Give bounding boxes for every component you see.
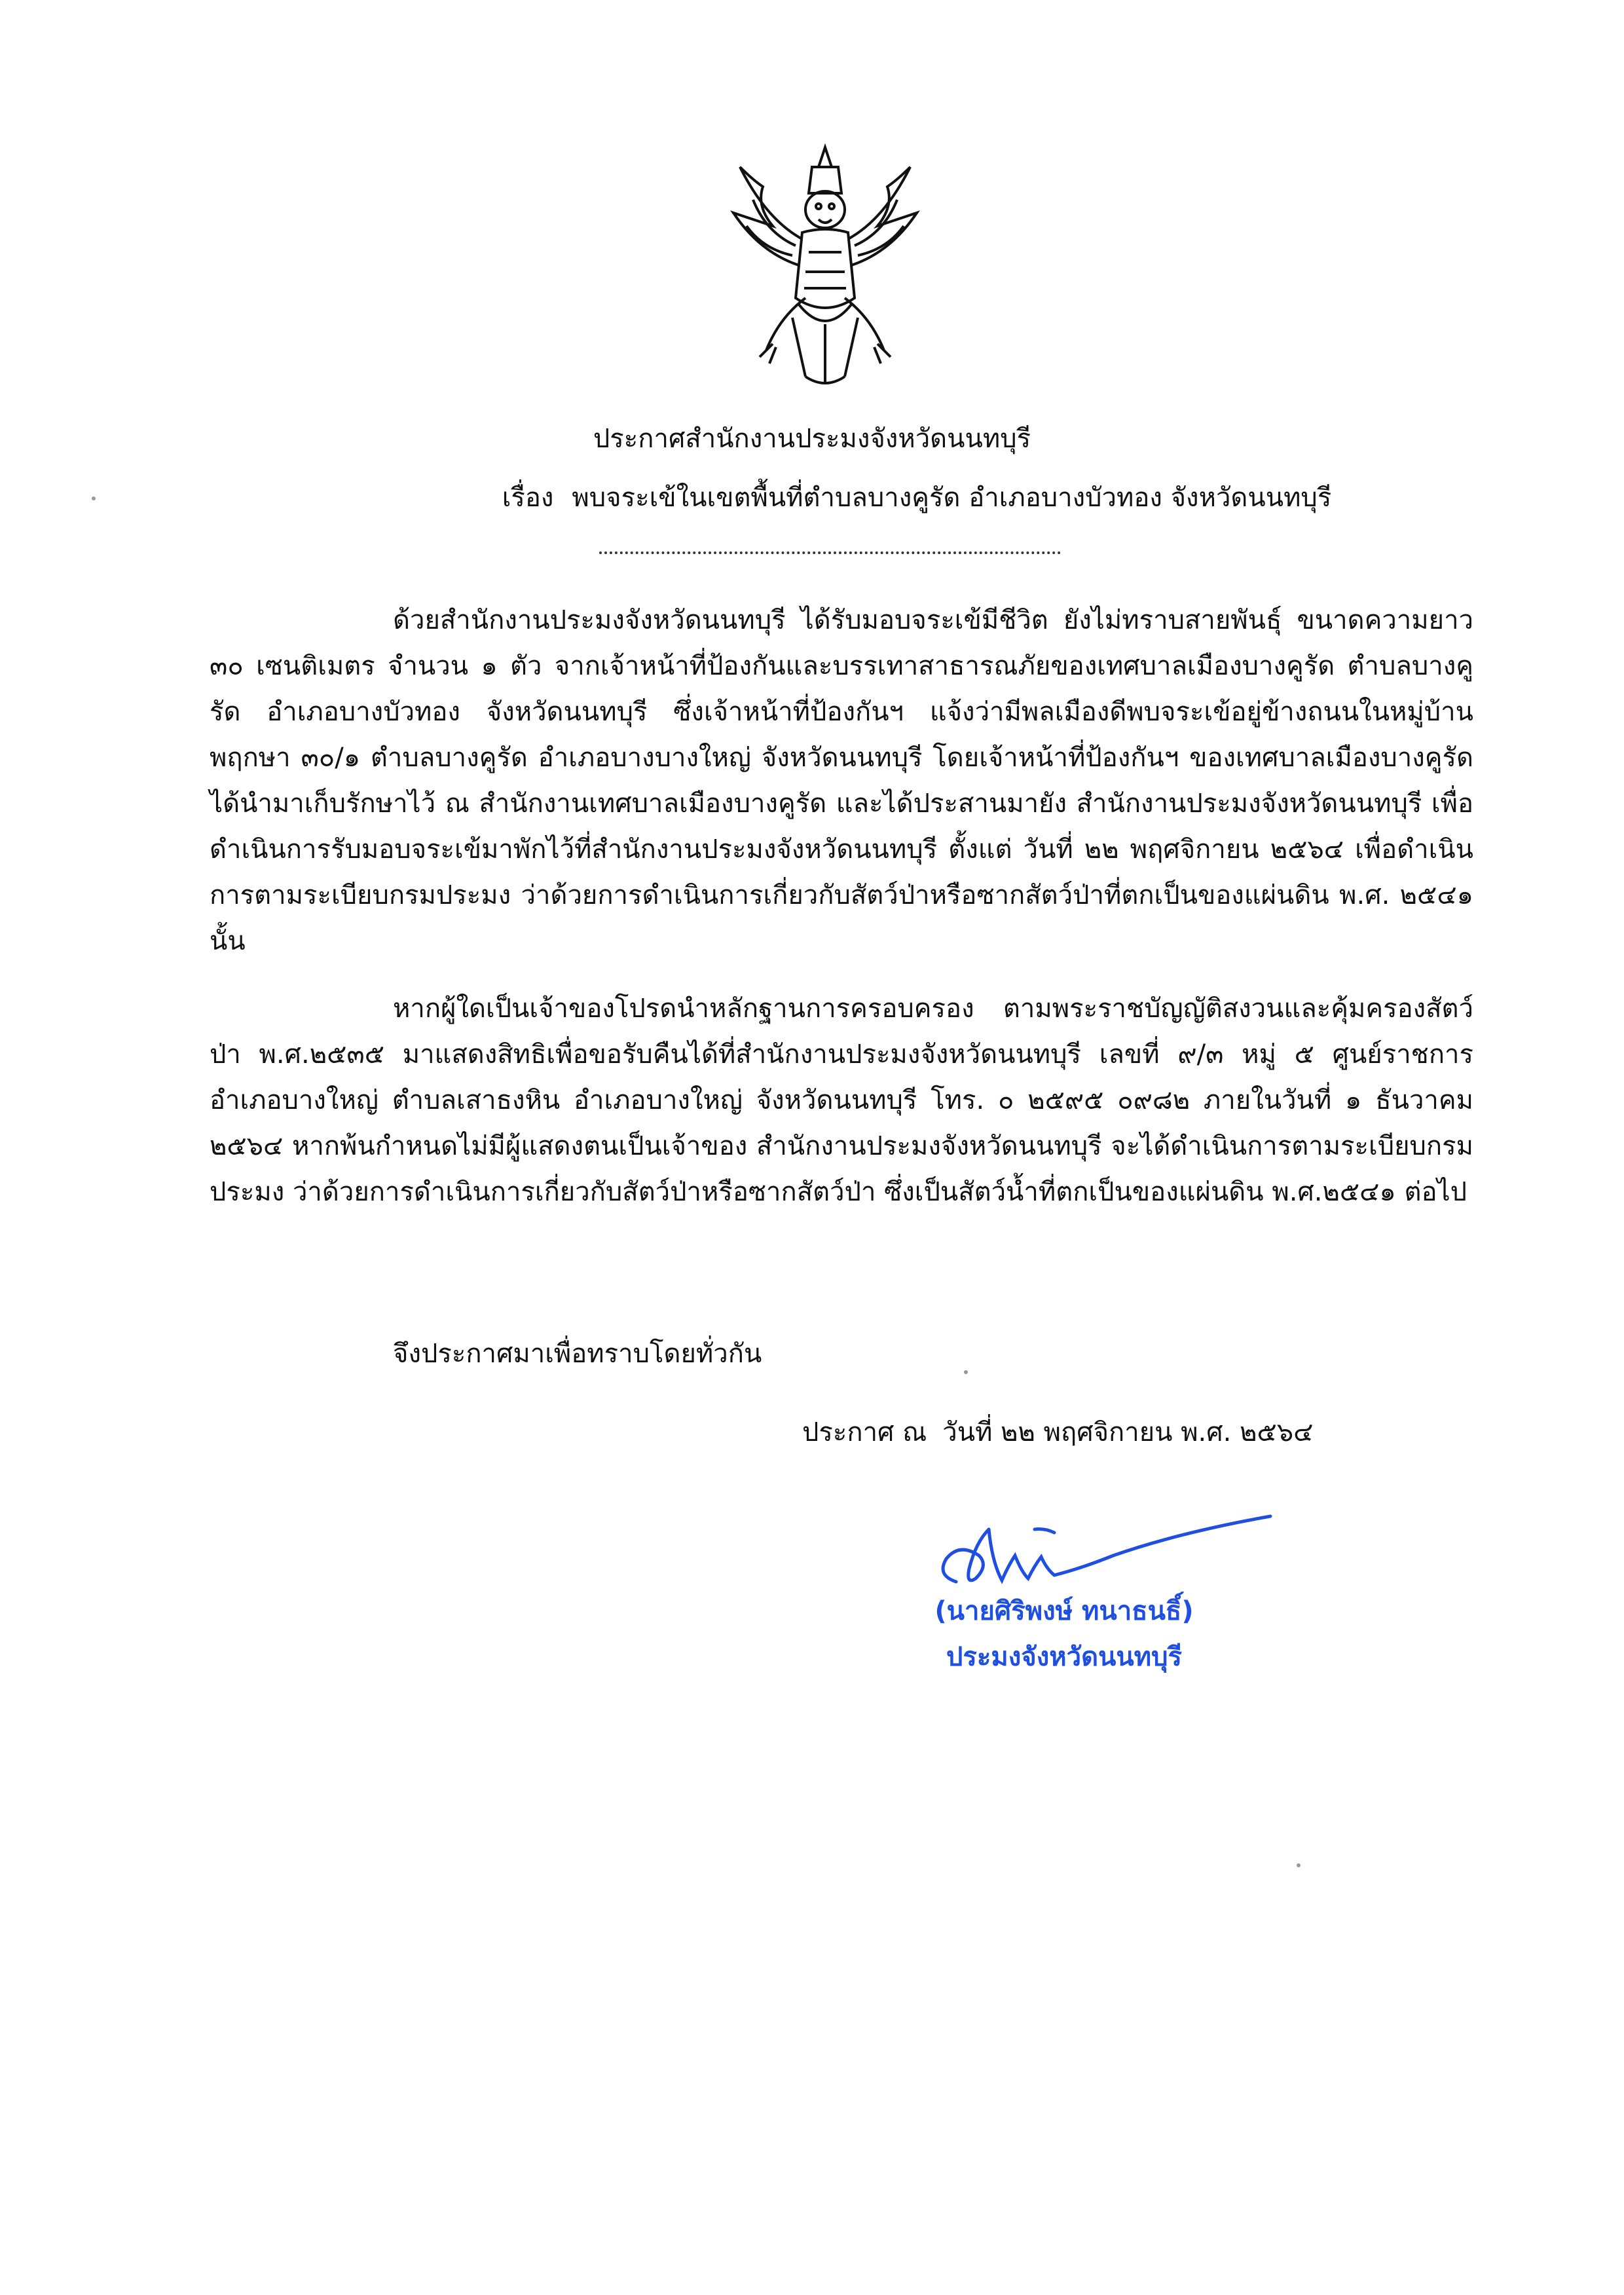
scan-speck — [964, 1370, 968, 1374]
announcement-title: ประกาศสำนักงานประมงจังหวัดนนทบุรี — [593, 424, 1031, 454]
body-paragraph-2: หากผู้ใดเป็นเจ้าของโปรดนำหลักฐานการครอบครอง ตามพระราชบัญญัติสงวนและคุ้มครองสัตว์ป่า พ.ศ.๒๕๓๕ มาแสดงสิทธิเพื่อขอรับคืนได้ที่สำนักงานประมงจังหวัดนนทบุรี เลขที่ ๙/๓ หมู่ ๕ ศูนย์ราชการอำเภอบางใหญ่ ตำบลเสาธงหิน อำเภอบางใหญ่ จังหวัดนนทบุรี โทร. ๐ ๒๕๙๕ ๐๙๘๒ ภายในวันที่ ๑ ธันวาคม ๒๕๖๔ หากพ้นกำหนดไม่มีผู้แสดงตนเป็นเจ้าของ สำนักงานประมงจังหวัดนนทบุรี จะได้ดำเนินการตามระเบียบกรมประมง ว่าด้วยการดำเนินการเกี่ยวกับสัตว์ป่าหรือซากสัตว์ป่า ซึ่งเป็นสัตว์น้ำที่ตกเป็นของแผ่นดิน พ.ศ.๒๕๔๑ ต่อไป — [210, 994, 1473, 1207]
signer-title: ประมงจังหวัดนนทบุรี — [946, 1642, 1182, 1672]
dotted-divider — [599, 551, 1061, 554]
body-paragraph-1: ด้วยสำนักงานประมงจังหวัดนนทบุรี ได้รับมอบจระเข้มีชีวิต ยังไม่ทราบสายพันธุ์ ขนาดความยาว ๓๐ เซนติเมตร จำนวน ๑ ตัว จากเจ้าหน้าที่ป้องกันและบรรเทาสาธารณภัยของเทศบาลเมืองบางคูรัด ตำบลบางคูรัด อำเภอบางบัวทอง จังหวัดนนทบุรี ซึ่งเจ้าหน้าที่ป้องกันฯ แจ้งว่ามีพลเมืองดีพบจระเข้อยู่ข้างถนนในหมู่บ้านพฤกษา ๓๐/๑ ตำบลบางคูรัด อำเภอบางบางใหญ่ จังหวัดนนทบุรี โดยเจ้าหน้าที่ป้องกันฯ ของเทศบาลเมืองบางคูรัด ได้นำมาเก็บรักษาไว้ ณ สำนักงานเทศบาลเมืองบางคูรัด และได้ประสานมายัง สำนักงานประมงจังหวัดนนทบุรี เพื่อดำเนินการรับมอบจระเข้มาพักไว้ที่สำนักงานประมงจังหวัดนนทบุรี ตั้งแต่ วันที่ ๒๒ พฤศจิกายน ๒๕๖๔ เพื่อดำเนินการตามระเบียบกรมประมง ว่าด้วยการดำเนินการเกี่ยวกับสัตว์ป่าหรือซากสัตว์ป่าที่ตกเป็นของแผ่นดิน พ.ศ. ๒๕๔๑ นั้น — [210, 605, 1473, 956]
garuda-emblem-icon — [727, 141, 923, 390]
dateline-date: วันที่ ๒๒ พฤศจิกายน พ.ศ. ๒๕๖๔ — [942, 1417, 1314, 1447]
dateline-prefix: ประกาศ ณ — [802, 1417, 927, 1447]
announcement-subject — [105, 478, 1624, 517]
scan-speck — [1297, 1863, 1301, 1867]
subject-prefix: เรื่อง — [502, 483, 554, 513]
closing-statement: จึงประกาศมาเพื่อทราบโดยทั่วกัน — [393, 1339, 762, 1369]
signer-name: (นายศิริพงษ์ ทนาธนธิ์) — [934, 1596, 1194, 1626]
scan-speck — [92, 496, 96, 500]
dateline — [802, 1409, 1329, 1455]
subject-text: พบจระเข้ในเขตพื้นที่ตำบลบางคูรัด อำเภอบางบัวทอง จังหวัดนนทบุรี — [572, 483, 1332, 513]
